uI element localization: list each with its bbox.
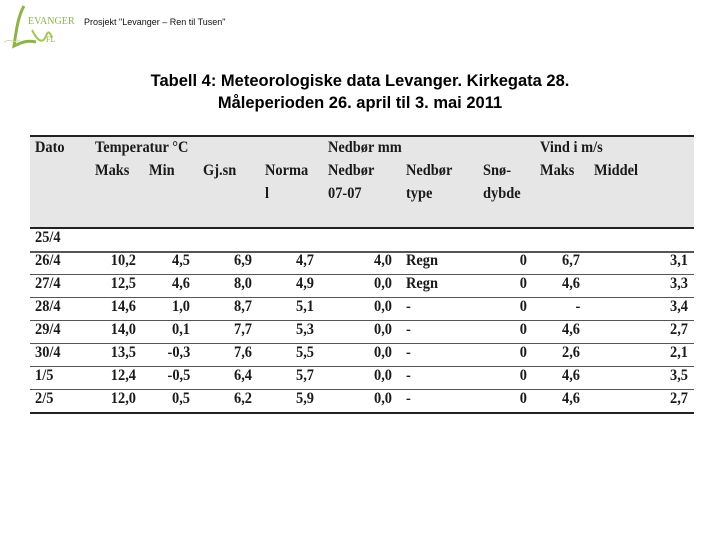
- cell-vind-maks: 4,6: [562, 367, 580, 384]
- cell-vind-maks: 6,7: [562, 252, 580, 269]
- cell-snodybde: 0: [519, 252, 527, 269]
- col-sno-2: dybde: [483, 185, 521, 202]
- cell-snodybde: 0: [519, 367, 527, 384]
- cell-temp-normal: 5,3: [296, 321, 314, 338]
- cell-dato: 1/5: [35, 367, 54, 384]
- cell-nedbor-type: -: [406, 321, 411, 338]
- weather-table: [30, 135, 694, 413]
- cell-temp-normal: 5,5: [296, 344, 314, 361]
- cell-nedbor-type: Regn: [406, 252, 439, 269]
- cell-vind-middel: 3,4: [670, 298, 688, 315]
- cell-nedbor-type: -: [406, 367, 411, 384]
- row-divider: [30, 412, 694, 414]
- cell-temp-maks: 14,6: [110, 298, 136, 315]
- cell-temp-maks: 14,0: [110, 321, 136, 338]
- cell-temp-normal: 4,7: [296, 252, 314, 269]
- cell-temp-gjsn: 8,7: [234, 298, 252, 315]
- cell-dato: 2/5: [35, 390, 54, 407]
- levanger-logo: [2, 2, 80, 50]
- cell-temp-gjsn: 8,0: [234, 275, 252, 292]
- cell-vind-middel: 2,1: [670, 344, 688, 361]
- group-vind: Vind i m/s: [540, 139, 603, 156]
- cell-snodybde: 0: [519, 344, 527, 361]
- cell-vind-middel: 3,5: [670, 367, 688, 384]
- col-dato: Dato: [35, 139, 65, 156]
- cell-temp-min: 1,0: [172, 298, 190, 315]
- cell-nedbor: 4,0: [374, 252, 392, 269]
- cell-nedbor: 0,0: [374, 344, 392, 361]
- cell-dato: 29/4: [35, 321, 61, 338]
- cell-nedbor: 0,0: [374, 367, 392, 384]
- group-temperatur: Temperatur °C: [95, 139, 189, 156]
- cell-dato: 28/4: [35, 298, 61, 315]
- col-min: Min: [149, 162, 175, 179]
- cell-temp-maks: 12,5: [110, 275, 136, 292]
- cell-vind-middel: 2,7: [670, 321, 688, 338]
- table-row: [30, 366, 694, 389]
- cell-nedbor-type: -: [406, 390, 411, 407]
- cell-temp-gjsn: 7,7: [234, 321, 252, 338]
- cell-nedbor-type: Regn: [406, 275, 439, 292]
- cell-temp-gjsn: 6,9: [234, 252, 252, 269]
- cell-vind-middel: 2,7: [670, 390, 688, 407]
- cell-vind-maks: 4,6: [562, 275, 580, 292]
- cell-temp-min: 0,5: [172, 390, 190, 407]
- cell-temp-maks: 10,2: [110, 252, 136, 269]
- page-title: [0, 70, 720, 114]
- col-normal: Norma: [265, 162, 309, 179]
- table-row: [30, 228, 694, 251]
- cell-temp-maks: 12,4: [110, 367, 136, 384]
- cell-nedbor-type: -: [406, 298, 411, 315]
- col-middel: Middel: [594, 162, 639, 179]
- col-maks: Maks: [95, 162, 130, 179]
- cell-temp-min: -0,3: [167, 344, 190, 361]
- cell-temp-min: -0,5: [167, 367, 190, 384]
- svg-text:EVANGER: EVANGER: [28, 16, 75, 27]
- cell-snodybde: 0: [519, 275, 527, 292]
- cell-vind-maks: 4,6: [562, 390, 580, 407]
- cell-nedbor: 0,0: [374, 390, 392, 407]
- table-row: [30, 389, 694, 412]
- cell-dato: 30/4: [35, 344, 61, 361]
- cell-nedbor: 0,0: [374, 275, 392, 292]
- col-normal-2: l: [265, 185, 270, 202]
- cell-snodybde: 0: [519, 390, 527, 407]
- cell-vind-middel: 3,1: [670, 252, 688, 269]
- col-sno: Snø-: [483, 162, 512, 179]
- cell-vind-maks: -: [575, 298, 580, 315]
- cell-dato: 26/4: [35, 252, 61, 269]
- table-row: [30, 343, 694, 366]
- cell-vind-maks: 4,6: [562, 321, 580, 338]
- cell-temp-normal: 5,7: [296, 367, 314, 384]
- col-nedbor: Nedbør: [328, 162, 375, 179]
- col-type-2: type: [406, 185, 433, 202]
- table-row: [30, 320, 694, 343]
- project-label: Prosjekt "Levanger – Ren til Tusen": [84, 17, 226, 27]
- cell-dato: 27/4: [35, 275, 61, 292]
- cell-nedbor: 0,0: [374, 298, 392, 315]
- cell-temp-min: 4,6: [172, 275, 190, 292]
- col-type: Nedbør: [406, 162, 453, 179]
- cell-dato: 25/4: [35, 229, 61, 246]
- cell-vind-middel: 3,3: [670, 275, 688, 292]
- cell-temp-maks: 13,5: [110, 344, 136, 361]
- cell-temp-normal: 5,1: [296, 298, 314, 315]
- cell-snodybde: 0: [519, 298, 527, 315]
- table-row: [30, 274, 694, 297]
- cell-vind-maks: 2,6: [562, 344, 580, 361]
- group-nedbor: Nedbør mm: [328, 139, 402, 156]
- cell-nedbor-type: -: [406, 344, 411, 361]
- table-header: [30, 135, 694, 228]
- cell-temp-normal: 4,9: [296, 275, 314, 292]
- cell-temp-gjsn: 6,2: [234, 390, 252, 407]
- svg-text:FL: FL: [46, 35, 56, 44]
- cell-temp-gjsn: 6,4: [234, 367, 252, 384]
- cell-nedbor: 0,0: [374, 321, 392, 338]
- col-gjsn: Gj.sn: [203, 162, 237, 179]
- col-vind-maks: Maks: [540, 162, 575, 179]
- cell-temp-min: 0,1: [172, 321, 190, 338]
- cell-temp-normal: 5,9: [296, 390, 314, 407]
- cell-snodybde: 0: [519, 321, 527, 338]
- title-line-1: Tabell 4: Meteorologiske data Levanger. Kirkegata 28.: [150, 72, 570, 90]
- cell-temp-maks: 12,0: [110, 390, 136, 407]
- cell-temp-min: 4,5: [172, 252, 190, 269]
- title-line-2: Måleperioden 26. april til 3. mai 2011: [217, 94, 503, 112]
- table-row: [30, 251, 694, 274]
- col-nedbor-2: 07-07: [328, 185, 362, 202]
- cell-temp-gjsn: 7,6: [234, 344, 252, 361]
- table-row: [30, 297, 694, 320]
